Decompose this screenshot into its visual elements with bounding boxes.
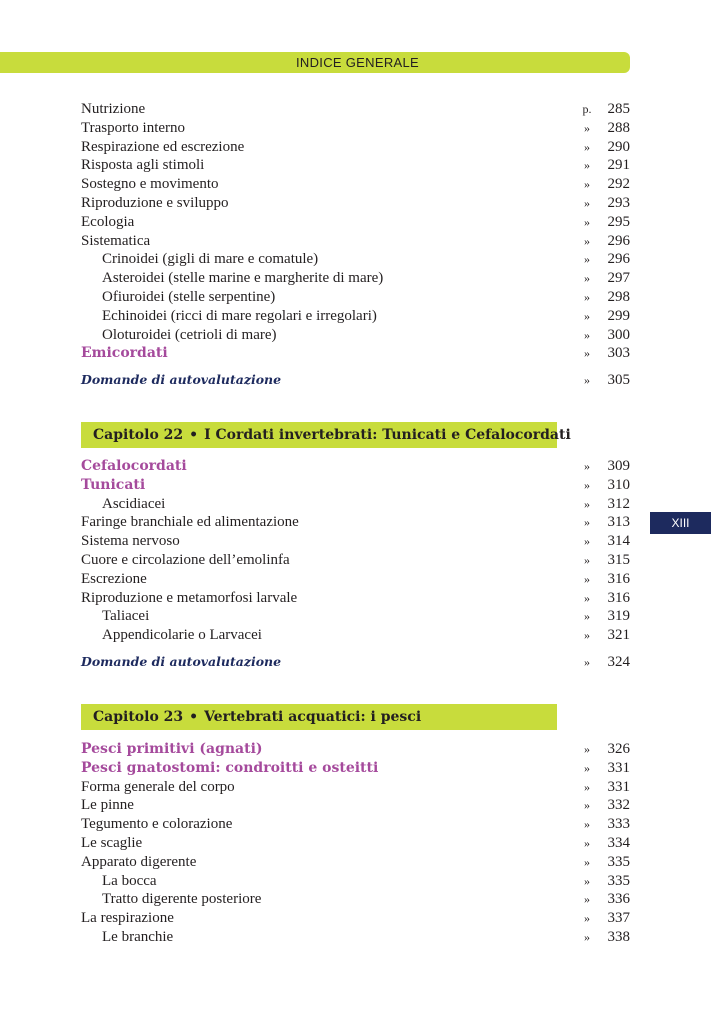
toc-entry[interactable] [0, 513, 711, 532]
toc-entry-page: 298 [607, 288, 630, 305]
toc-section-3 [0, 740, 711, 947]
toc-entry-title: Le pinne [81, 797, 134, 814]
toc-entry[interactable] [0, 269, 711, 288]
toc-entry-page: 326 [607, 741, 630, 757]
toc-entry-marker: » [584, 873, 590, 888]
toc-entry-title: Pesci primitivi (agnati) [81, 741, 263, 757]
toc-entry[interactable] [0, 626, 711, 645]
toc-entry-title: Faringe branchiale ed alimentazione [81, 514, 299, 531]
toc-entry-marker: » [584, 252, 590, 267]
toc-entry[interactable] [0, 138, 711, 157]
toc-entry-page: 288 [607, 119, 630, 136]
toc-entry-page: 309 [607, 458, 630, 474]
toc-entry-eval[interactable] [0, 653, 711, 672]
toc-entry-marker: » [584, 271, 590, 286]
toc-entry-marker: » [584, 459, 590, 473]
toc-eval-1 [0, 371, 711, 390]
toc-entry[interactable] [0, 928, 711, 947]
toc-entry-marker: » [584, 120, 590, 135]
toc-entry[interactable] [0, 570, 711, 589]
toc-entry-marker: » [584, 139, 590, 154]
toc-entry-page: 310 [607, 476, 630, 493]
toc-entry-marker: » [584, 760, 590, 775]
toc-entry-page: 331 [607, 778, 630, 795]
toc-entry[interactable] [0, 607, 711, 626]
toc-entry-page: 292 [607, 176, 630, 193]
toc-entry-marker: » [584, 158, 590, 173]
toc-entry[interactable] [0, 457, 711, 476]
toc-entry-title: Forma generale del corpo [81, 778, 235, 795]
toc-entry-page: 312 [607, 495, 630, 512]
toc-entry-page: 335 [607, 872, 630, 889]
toc-entry-page: 313 [607, 514, 630, 531]
toc-entry-title: La bocca [102, 872, 157, 889]
toc-entry-marker: » [584, 628, 590, 643]
toc-entry-page: 338 [607, 928, 630, 945]
toc-section-1 [0, 100, 711, 363]
toc-entry-title: Cuore e circolazione dell’emolinfa [81, 551, 290, 568]
toc-entry-marker: » [584, 571, 590, 586]
toc-entry-page: 314 [607, 533, 630, 550]
toc-entry-title: Tratto digerente posteriore [102, 891, 262, 908]
toc-entry-page: 337 [607, 910, 630, 927]
toc-entry-marker: » [584, 308, 590, 323]
toc-entry[interactable] [0, 119, 711, 138]
toc-section-2 [0, 457, 711, 645]
toc-entry-title: Sostegno e movimento [81, 176, 219, 193]
toc-entry-marker: » [584, 552, 590, 567]
toc-entry-title: Riproduzione e metamorfosi larvale [81, 589, 298, 606]
toc-entry-page: 305 [607, 372, 630, 388]
page-number: XIII [671, 516, 690, 530]
toc-entry[interactable] [0, 759, 711, 778]
toc-entry-title: Risposta agli stimoli [81, 157, 205, 174]
toc-entry-marker: » [584, 477, 590, 492]
toc-entry-marker: » [584, 233, 590, 248]
toc-entry-title: Tegumento e colorazione [81, 816, 233, 833]
toc-entry[interactable] [0, 532, 711, 551]
toc-entry[interactable] [0, 872, 711, 891]
toc-entry-title: Appendicolarie o Larvacei [102, 627, 262, 644]
toc-entry-page: 299 [607, 307, 630, 324]
toc-entry[interactable] [0, 796, 711, 815]
chapter-23-heading[interactable] [81, 704, 557, 730]
bullet-icon: • [189, 427, 199, 443]
toc-entry-marker: » [584, 835, 590, 850]
toc-entry-marker: » [584, 854, 590, 869]
chapter-title: I Cordati invertebrati: Tunicati e Cefalocordati [204, 427, 571, 443]
toc-entry-marker: » [584, 742, 590, 756]
toc-entry-marker: » [584, 177, 590, 192]
running-header-title: INDICE GENERALE [296, 55, 419, 70]
toc-entry-page: 285 [607, 101, 630, 117]
toc-entry-page: 319 [607, 608, 630, 625]
toc-entry-title: Trasporto interno [81, 119, 186, 136]
toc-entry-title: Sistema nervoso [81, 533, 180, 550]
toc-entry-marker: » [584, 214, 590, 229]
bullet-icon: • [189, 709, 199, 725]
toc-entry-marker: » [584, 779, 590, 794]
toc-entry[interactable] [0, 156, 711, 175]
toc-entry-title: Echinoidei (ricci di mare regolari e irregolari) [102, 307, 377, 324]
toc-entry-marker: » [584, 929, 590, 944]
toc-entry-page: 316 [607, 570, 630, 587]
toc-entry[interactable] [0, 344, 711, 363]
toc-entry-title: Cefalocordati [81, 458, 187, 474]
toc-entry[interactable] [0, 307, 711, 326]
toc-entry-title: Domande di autovalutazione [81, 372, 282, 387]
toc-entry[interactable] [0, 232, 711, 251]
toc-entry[interactable] [0, 853, 711, 872]
toc-entry-page: 336 [607, 891, 630, 908]
toc-entry-marker: » [584, 798, 590, 813]
toc-entry[interactable] [0, 890, 711, 909]
toc-entry-marker: » [584, 346, 590, 361]
chapter-label: Capitolo 23 [93, 709, 184, 725]
toc-entry-page: 295 [607, 213, 630, 230]
toc-entry[interactable] [0, 909, 711, 928]
toc-entry-page: 315 [607, 551, 630, 568]
toc-entry-title: Apparato digerente [81, 853, 197, 870]
toc-entry-page: 296 [607, 251, 630, 268]
toc-entry-marker: » [584, 609, 590, 624]
chapter-22-heading[interactable] [81, 422, 571, 448]
toc-entry-marker: » [584, 534, 590, 549]
toc-entry-title: La respirazione [81, 910, 174, 927]
toc-entry-marker: » [584, 515, 590, 530]
toc-entry-title: Domande di autovalutazione [81, 654, 282, 669]
toc-entry-title: Le branchie [102, 928, 174, 945]
toc-entry-title: Ascidiacei [102, 495, 166, 512]
toc-entry-title: Oloturoidei (cetrioli di mare) [102, 326, 277, 343]
toc-entry-title: Crinoidei (gigli di mare e comatule) [102, 251, 319, 268]
chapter-title: Vertebrati acquatici: i pesci [204, 709, 422, 725]
toc-entry-marker: p. [582, 102, 592, 116]
running-header [0, 52, 630, 73]
toc-entry[interactable] [0, 495, 711, 514]
toc-entry[interactable] [0, 100, 711, 119]
toc-entry-marker: » [584, 911, 590, 926]
toc-entry-page: 290 [607, 138, 630, 155]
toc-entry-eval[interactable] [0, 371, 711, 390]
toc-entry-title: Ecologia [81, 213, 135, 230]
toc-entry[interactable] [0, 740, 711, 759]
toc-entry[interactable] [0, 213, 711, 232]
toc-entry[interactable] [0, 326, 711, 345]
toc-entry[interactable] [0, 778, 711, 797]
toc-entry-marker: » [584, 373, 590, 387]
toc-entry-title: Emicordati [81, 345, 168, 362]
toc-entry[interactable] [0, 288, 711, 307]
toc-entry[interactable] [0, 175, 711, 194]
toc-entry-page: 331 [607, 759, 630, 776]
toc-entry-page: 333 [607, 816, 630, 833]
toc-entry-page: 316 [607, 589, 630, 606]
toc-entry-marker: » [584, 892, 590, 907]
chapter-label: Capitolo 22 [93, 427, 184, 443]
toc-entry-page: 321 [607, 627, 630, 644]
toc-entry[interactable] [0, 834, 711, 853]
toc-entry-marker: » [584, 195, 590, 210]
toc-entry-page: 296 [607, 232, 630, 249]
toc-entry-page: 291 [607, 157, 630, 174]
toc-entry-title: Taliacei [102, 608, 150, 625]
toc-entry-title: Ofiuroidei (stelle serpentine) [102, 288, 276, 305]
toc-entry[interactable] [0, 194, 711, 213]
toc-entry-page: 334 [607, 834, 630, 851]
toc-entry-marker: » [584, 590, 590, 605]
toc-entry-page: 293 [607, 194, 630, 211]
toc-entry-title: Pesci gnatostomi: condroitti e osteitti [81, 759, 379, 776]
toc-entry-marker: » [584, 496, 590, 511]
toc-entry[interactable] [0, 815, 711, 834]
toc-entry-title: Escrezione [81, 570, 147, 587]
toc-entry-marker: » [584, 289, 590, 304]
toc-entry-page: 297 [607, 270, 630, 287]
toc-entry[interactable] [0, 476, 711, 495]
toc-eval-2 [0, 653, 711, 672]
toc-entry-title: Tunicati [81, 476, 146, 493]
toc-entry-title: Nutrizione [81, 101, 146, 117]
toc-entry[interactable] [0, 551, 711, 570]
toc-entry-marker: » [584, 817, 590, 832]
toc-entry[interactable] [0, 250, 711, 269]
toc-entry-page: 300 [607, 326, 630, 343]
toc-entry-marker: » [584, 655, 590, 669]
toc-entry-page: 335 [607, 853, 630, 870]
toc-entry-title: Sistematica [81, 232, 151, 249]
toc-entry-page: 303 [607, 345, 630, 362]
toc-entry-title: Respirazione ed escrezione [81, 138, 245, 155]
toc-entry-title: Le scaglie [81, 834, 143, 851]
toc-entry-page: 332 [607, 797, 630, 814]
toc-entry[interactable] [0, 589, 711, 608]
toc-entry-marker: » [584, 327, 590, 342]
toc-entry-title: Asteroidei (stelle marine e margherite di mare) [102, 270, 384, 287]
toc-entry-page: 324 [607, 654, 630, 670]
toc-entry-title: Riproduzione e sviluppo [81, 194, 229, 211]
